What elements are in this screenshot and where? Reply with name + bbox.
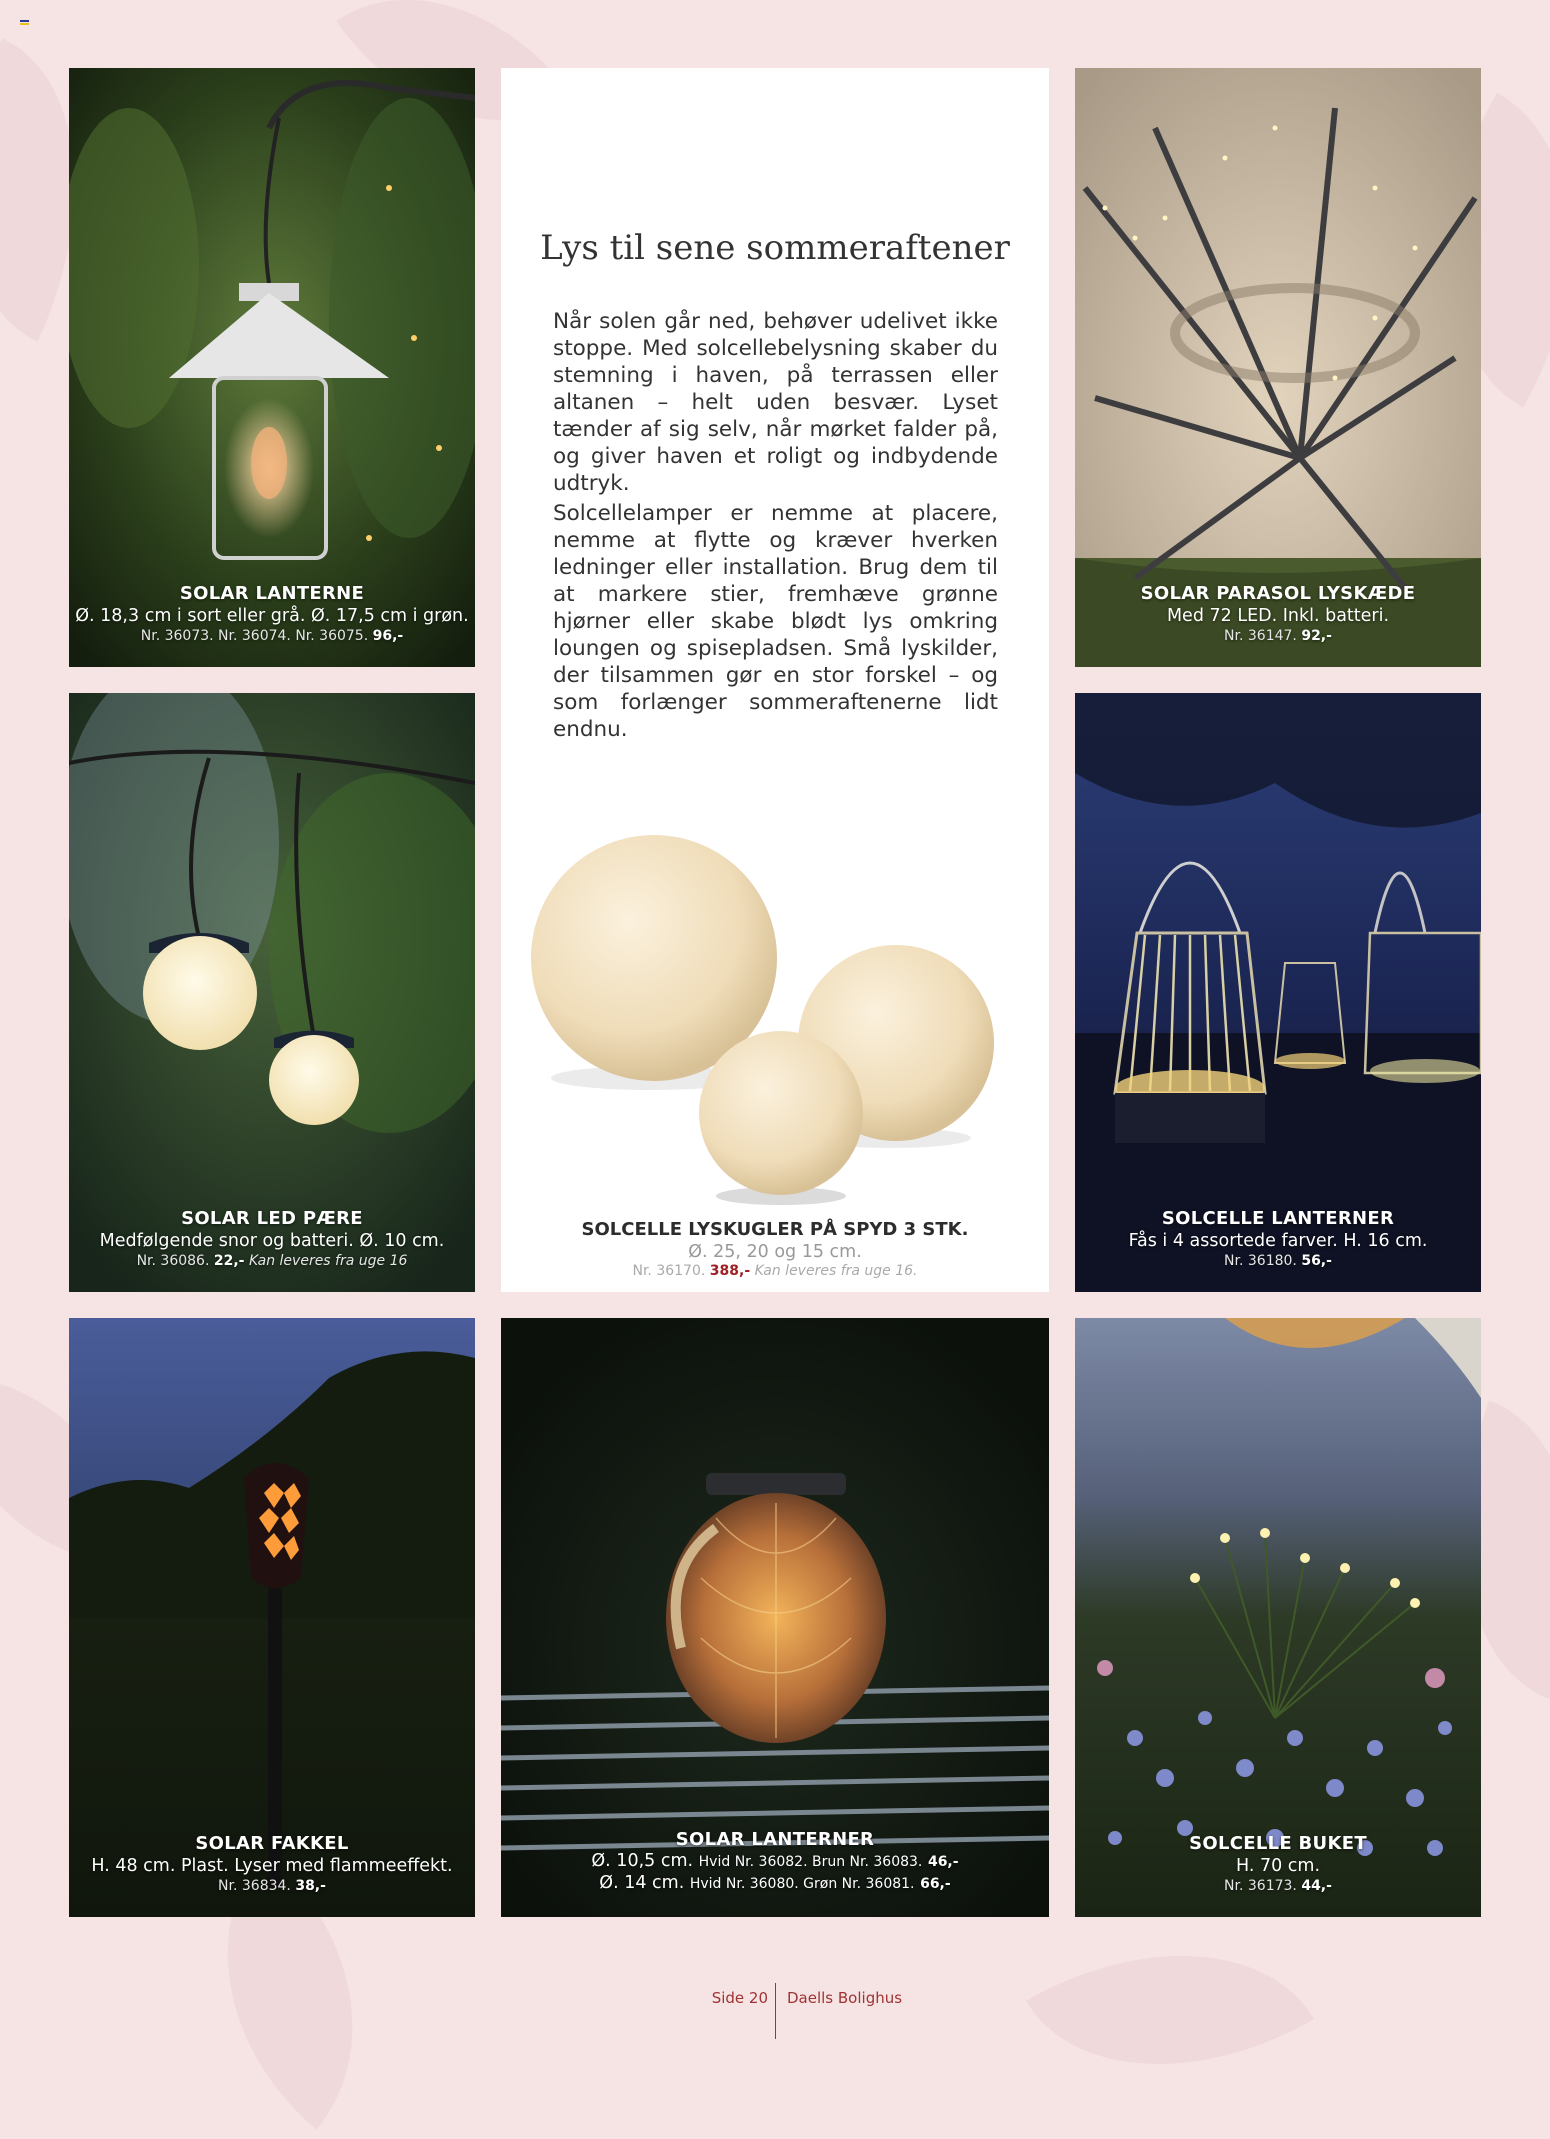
product-caption xyxy=(501,1829,1049,1895)
product-variant-1 xyxy=(501,1851,1049,1873)
product-number xyxy=(1075,1878,1481,1896)
led-bulb-photo xyxy=(69,693,475,1292)
product-number xyxy=(1075,1253,1481,1271)
product-number xyxy=(1075,628,1481,646)
parasol-photo xyxy=(1075,68,1481,667)
page-number: Side 20 xyxy=(711,1989,768,2007)
lantern-photo xyxy=(69,68,475,667)
product-title: SOLAR LANTERNE xyxy=(179,583,365,605)
product-caption xyxy=(69,1208,475,1270)
variant-price: 46,- xyxy=(927,1854,959,1871)
product-caption xyxy=(1075,1833,1481,1895)
product-caption xyxy=(69,1833,475,1895)
product-desc: H. 48 cm. Plast. Lyser med flammeeffekt. xyxy=(91,1855,453,1876)
item-number: Nr. 36173. xyxy=(1224,1877,1297,1894)
variant-size: Ø. 10,5 cm. xyxy=(591,1851,694,1872)
product-price: 96,- xyxy=(372,627,404,644)
product-price: 92,- xyxy=(1301,627,1332,644)
product-solar-lanterne[interactable] xyxy=(69,68,475,667)
product-title: SOLAR FAKKEL xyxy=(195,1833,349,1855)
product-title: SOLCELLE LANTERNER xyxy=(1161,1208,1395,1230)
product-solar-fakkel[interactable] xyxy=(69,1318,475,1917)
product-desc: Med 72 LED. Inkl. batteri. xyxy=(1166,605,1390,626)
product-solcelle-lanterner[interactable] xyxy=(1075,693,1481,1292)
intro-paragraph-1: Når solen går ned, behøver udelivet ikke stoppe. Med solcellebelysning skaber du stemning i haven, på terrassen eller altanen – helt uden besvær. Lyset tænder af sig selv, når mørket falder på, og giver haven et roligt og indbydende udtryk. xyxy=(553,309,998,496)
item-number: Nr. 36170. xyxy=(632,1263,706,1280)
product-price: 388,- xyxy=(709,1263,751,1280)
product-title: SOLAR LED PÆRE xyxy=(181,1208,363,1230)
product-title: SOLAR LANTERNER xyxy=(675,1828,875,1850)
product-number xyxy=(69,1253,475,1271)
glass-lantern-photo xyxy=(501,1318,1049,1917)
variant-numbers: Hvid Nr. 36082. Brun Nr. 36083. xyxy=(698,1854,923,1871)
product-desc: Ø. 25, 20 og 15 cm. xyxy=(688,1241,862,1262)
product-led-paere[interactable] xyxy=(69,693,475,1292)
product-price: 38,- xyxy=(295,1877,326,1894)
product-solcelle-buket[interactable] xyxy=(1075,1318,1481,1917)
intro-paragraph-2: Solcellelamper er nemme at placere, nemme at flytte og kræver hverken ledninger eller installation. Brug dem til at markere stier, fremhæve grønne hjørner eller skabe blødt lys omkring loungen og spisepladsen. Små lyskilder, der tilsammen gør en stor forskel – og som forlænger sommeraftenerne lidt endnu. xyxy=(553,501,998,742)
product-lyskugler[interactable] xyxy=(501,1219,1049,1281)
product-number xyxy=(69,1878,475,1896)
product-price: 22,- xyxy=(213,1252,245,1269)
product-desc: Fås i 4 assortede farver. H. 16 cm. xyxy=(1128,1230,1428,1251)
item-number: Nr. 36147. xyxy=(1224,627,1297,644)
delivery-note: Kan leveres fra uge 16. xyxy=(754,1263,918,1280)
product-parasol-lyskaede[interactable] xyxy=(1075,68,1481,667)
product-caption xyxy=(1075,1208,1481,1270)
product-price: 44,- xyxy=(1301,1877,1332,1894)
item-number: Nr. 36073. Nr. 36074. Nr. 36075. xyxy=(140,627,369,644)
product-price: 56,- xyxy=(1301,1252,1332,1269)
flag-icon xyxy=(20,20,29,27)
page-footer xyxy=(0,1983,1550,2039)
product-caption xyxy=(69,583,475,645)
product-desc: H. 70 cm. xyxy=(1235,1855,1321,1876)
product-variant-2 xyxy=(501,1873,1049,1895)
product-solar-lanterner[interactable] xyxy=(501,1318,1049,1917)
product-number xyxy=(501,1263,1049,1281)
intro-panel xyxy=(501,68,1049,1292)
lanterns-photo xyxy=(1075,693,1481,1292)
product-caption xyxy=(1075,583,1481,645)
product-title: SOLCELLE BUKET xyxy=(1189,1833,1367,1855)
intro-heading: Lys til sene sommeraftener xyxy=(540,228,1010,268)
brand-name: Daells Bolighus xyxy=(787,1989,903,2007)
product-desc: Medfølgende snor og batteri. Ø. 10 cm. xyxy=(99,1230,445,1251)
torch-photo xyxy=(69,1318,475,1917)
product-title: SOLCELLE LYSKUGLER PÅ SPYD 3 STK. xyxy=(581,1219,969,1240)
footer-divider xyxy=(775,1983,776,2039)
product-number xyxy=(69,628,475,646)
light-spheres-photo xyxy=(531,808,1021,1208)
item-number: Nr. 36086. xyxy=(136,1252,210,1269)
variant-price: 66,- xyxy=(920,1876,951,1893)
item-number: Nr. 36834. xyxy=(218,1877,291,1894)
product-desc: Ø. 18,3 cm i sort eller grå. Ø. 17,5 cm i grøn. xyxy=(75,605,469,626)
item-number: Nr. 36180. xyxy=(1224,1252,1297,1269)
variant-size: Ø. 14 cm. xyxy=(599,1873,685,1894)
bouquet-photo xyxy=(1075,1318,1481,1917)
variant-numbers: Hvid Nr. 36080. Grøn Nr. 36081. xyxy=(689,1876,915,1893)
delivery-note: Kan leveres fra uge 16 xyxy=(248,1252,408,1269)
product-title: SOLAR PARASOL LYSKÆDE xyxy=(1140,583,1416,605)
